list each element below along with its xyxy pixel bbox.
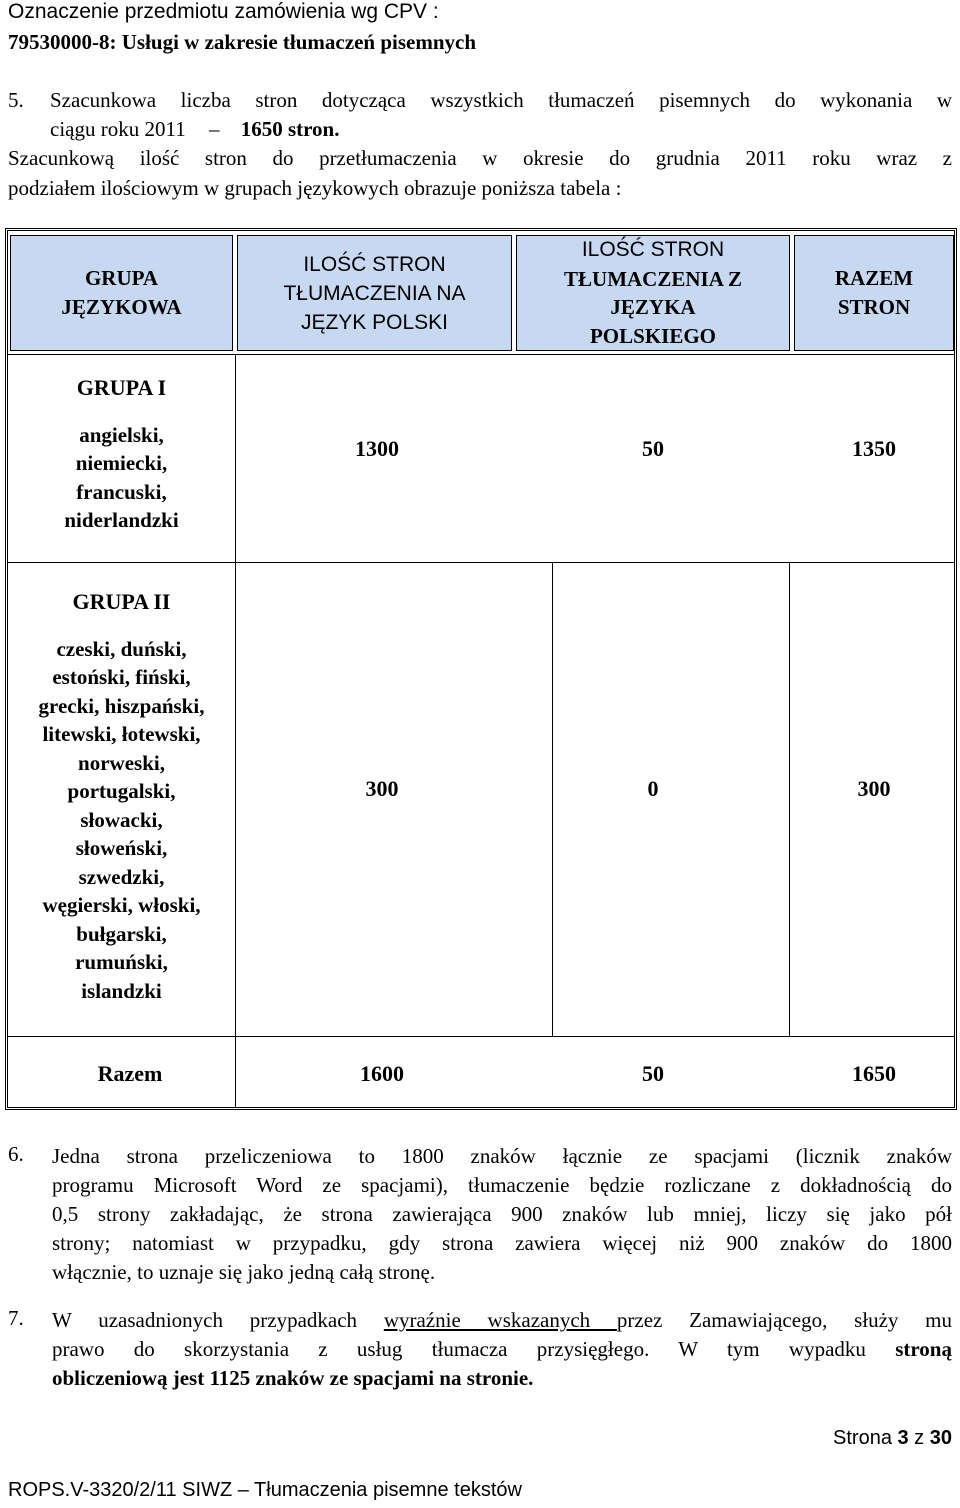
group-1-cell (10, 374, 233, 535)
group-1-from-polish: 50 (642, 436, 664, 461)
language-item: czeski, duński, (56, 636, 187, 661)
section7-text: W uzasadnionych przypadkach (52, 1308, 384, 1332)
language-item: angielski, (79, 422, 164, 447)
cpv-label: Oznaczenie przedmiotu zamówienia wg CPV : (8, 0, 439, 23)
divider (8, 562, 954, 563)
header-text: POLSKIEGO (589, 323, 717, 348)
section7-text: przez Zamawiającego, służy mu (616, 1308, 953, 1332)
group-1-total: 1350 (852, 436, 896, 461)
sum-label: Razem (97, 1061, 163, 1086)
section5-number: 5. (8, 88, 24, 112)
group-2-total: 300 (857, 776, 891, 801)
section5-dash: – (208, 117, 220, 141)
header-language-group (10, 235, 233, 351)
group-2-name: GRUPA II (72, 589, 171, 614)
table-intro-line1-text: Szacunkową ilość stron do przetłumaczenia w okresie do grudnia 2011 roku wraz z (8, 146, 952, 170)
language-item: rumuński, (75, 950, 168, 974)
section6-line: programu Microsoft Word ze spacjami), tłumaczenie będzie rozliczane z dokładnością do (52, 1173, 952, 1197)
language-item: słowacki, (80, 807, 163, 832)
header-pages-to-polish (237, 235, 512, 351)
language-item: litewski, łotewski, (42, 722, 201, 746)
language-item: grecki, hiszpański, (38, 693, 205, 718)
sum-from-polish: 50 (642, 1061, 664, 1086)
header-text: GRUPA (84, 266, 159, 290)
section6-line: strony; natomiast w przypadku, gdy strona zawiera więcej niż 900 znaków do 1800 (52, 1231, 952, 1255)
language-item: słoweński, (75, 836, 168, 860)
table-intro-line1 (8, 146, 952, 171)
section7-text: prawo do skorzystania z usług tłumacza przysięgłego. W tym wypadku (52, 1337, 896, 1361)
page-total: 30 (929, 1427, 952, 1449)
section7-underlined-text: wyraźnie wskazanych (383, 1308, 617, 1332)
header-text: ILOŚĆ STRON (581, 238, 725, 261)
section6-line: 0,5 strony zakładając, że strona zawierająca 900 znaków lub mniej, liczy się jako pół (52, 1202, 952, 1226)
language-item: islandzki (81, 978, 162, 1003)
language-item: bułgarski, (76, 921, 167, 946)
header-text: JĘZYKOWA (61, 295, 182, 319)
section7-bold-line: obliczeniową jest 1125 znaków ze spacjami na stronie. (52, 1366, 534, 1390)
language-item: niderlandzki (64, 508, 179, 532)
header-text: ILOŚĆ STRON (303, 252, 446, 276)
page-number (833, 1427, 952, 1450)
divider (8, 354, 954, 355)
header-pages-from-polish (516, 235, 790, 351)
cpv-code: 79530000-8: Usługi w zakresie tłumaczeń pisemnych (8, 30, 476, 54)
group-2-from-polish: 0 (647, 776, 659, 801)
section5-year-text: ciągu roku 2011 (50, 117, 186, 141)
header-text: JĘZYK POLSKI (300, 310, 449, 334)
page-of: z (908, 1427, 930, 1449)
section5-line1-text: Szacunkowa liczba stron dotycząca wszystkich tłumaczeń pisemnych do wykonania w (50, 88, 952, 112)
section6-number: 6. (8, 1142, 24, 1166)
sum-total: 1650 (852, 1061, 896, 1086)
language-item: francuski, (76, 479, 167, 504)
page-label: Strona (833, 1427, 898, 1449)
header-text: TŁUMACZENIA Z (564, 266, 742, 291)
table-intro-line2: podziałem ilościowym w grupach językowych obrazuje poniższa tabela : (8, 176, 622, 200)
group-1-name: GRUPA I (76, 375, 167, 400)
divider (235, 354, 236, 1107)
language-item: szwedzki, (78, 864, 165, 889)
section6-line: włącznie, to uznaje się jako jedną całą stronę. (52, 1260, 436, 1284)
section6-paragraph (52, 1142, 952, 1287)
header-text: STRON (837, 295, 911, 319)
section5-pages-count: 1650 stron. (240, 117, 340, 141)
language-item: portugalski, (67, 779, 176, 803)
language-item: estoński, fiński, (52, 665, 191, 689)
section7-number: 7. (8, 1306, 24, 1330)
section5-line1 (50, 88, 952, 113)
section5-line2 (50, 117, 340, 142)
header-total-pages (794, 235, 954, 351)
document-reference: ROPS.V-3320/2/11 SIWZ – Tłumaczenia pisemne tekstów (8, 1479, 522, 1501)
section7-paragraph (52, 1306, 952, 1393)
page-current: 3 (897, 1427, 909, 1449)
section7-line1 (52, 1306, 952, 1335)
group-2-cell (10, 588, 233, 1005)
divider (8, 1036, 954, 1037)
section7-bold-text: stroną (895, 1337, 952, 1361)
language-item: węgierski, włoski, (42, 893, 201, 917)
section7-line2 (52, 1335, 952, 1364)
group-1-to-polish: 1300 (355, 436, 399, 461)
translation-pages-table (5, 228, 957, 1110)
section6-line: Jedna strona przeliczeniowa to 1800 znaków łącznie ze spacjami (licznik znaków (52, 1144, 952, 1168)
header-text: TŁUMACZENIA NA (283, 281, 466, 305)
group-2-to-polish: 300 (365, 776, 399, 801)
language-item: niemiecki, (75, 451, 168, 475)
header-text: RAZEM (834, 266, 914, 290)
header-text: JĘZYKA (610, 295, 696, 319)
sum-to-polish: 1600 (360, 1061, 404, 1086)
language-item: norweski, (78, 750, 165, 775)
